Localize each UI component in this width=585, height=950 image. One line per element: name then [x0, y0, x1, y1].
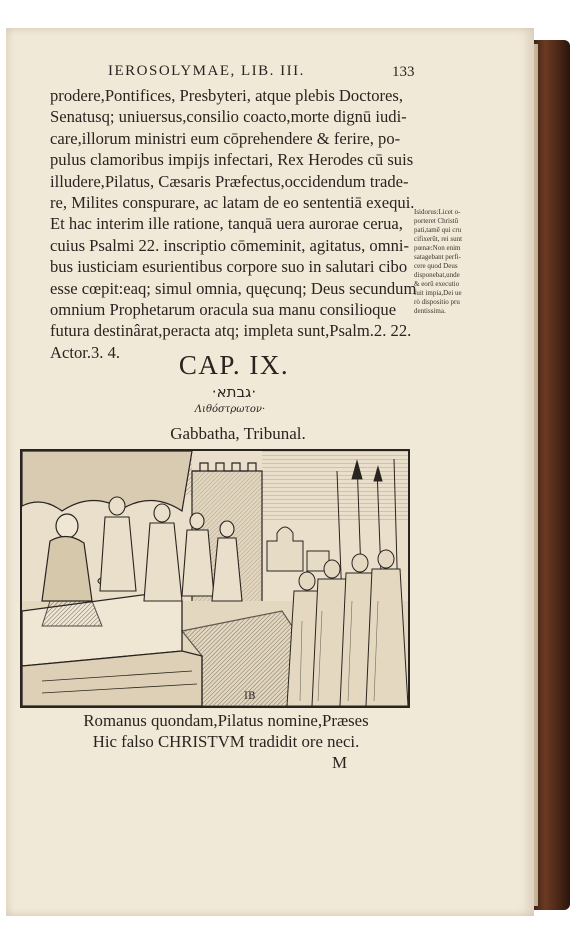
marginal-line: disponebat,unde — [414, 271, 460, 279]
body-line: futura destinârat,peracta atq; impleta sunt,Psalm.2. 22. — [50, 321, 412, 341]
marginal-line: cifixerūt, rei sunt — [414, 235, 463, 243]
body-line: Actor.3. 4. — [50, 342, 121, 362]
body-line: prodere,Pontifices, Presbyteri, atque plebis Doctores, — [50, 86, 403, 105]
body-line: cuius Psalmi 22. inscriptio cōmeminit, agitatus, omni- — [50, 235, 410, 255]
woodcut-illustration — [20, 449, 410, 708]
signature-mark: M — [332, 753, 348, 772]
chapter-subtitle: Gabbatha, Tribunal. — [170, 424, 306, 443]
body-line: bus iusticiam esurientibus corpore suo in salutari cibo — [50, 257, 408, 277]
body-line: esse cœpit:eaq; simul omnia, quęcunq; Deus secundum — [50, 278, 417, 298]
body-line: omnium Prophetarum oracula sua manu consilioque — [50, 300, 397, 320]
body-line: pulus clamoribus impijs infectari, Rex Herodes cū suis — [50, 150, 414, 170]
svg-text:IB: IB — [244, 691, 256, 702]
marginal-line: pati,tamē qui cru — [414, 226, 462, 234]
marginal-line: fuit impia,Dei ue — [414, 289, 462, 297]
marginal-line: cere quod Deus — [414, 262, 458, 270]
woodcut-scene — [22, 451, 408, 706]
body-line: care,illorum ministri eum cōprehendere & ferire, po- — [50, 128, 401, 148]
woodcut-caption — [46, 710, 406, 752]
caption-line: Romanus quondam,Pilatus nomine,Præses — [83, 711, 369, 730]
marginal-line: dentissima. — [414, 307, 446, 315]
marginal-note — [414, 208, 480, 316]
page-number: 133 — [392, 64, 415, 80]
body-line: Senatusq; uniuersus,consilio coacto,morte dignū iudi- — [50, 107, 407, 127]
body-line: Et hac interim ille ratione, tanquā uera aurorae cerua, — [50, 214, 403, 234]
hebrew-term: ·גבתא· — [211, 383, 257, 401]
greek-term: Λιθόστρωτον· — [194, 404, 266, 415]
marginal-line: & eorū executio — [414, 280, 460, 288]
running-head: IEROSOLYMAE, LIB. III. — [108, 63, 305, 79]
marginal-line: rò dispositio pru — [414, 298, 460, 306]
marginal-line: satagebant perfi- — [414, 253, 461, 261]
body-line: re, Milites conspurare, ac latam de eo sententiā exequi. — [50, 193, 415, 213]
caption-line: Hic falso CHRISTVM tradidit ore neci. — [92, 732, 360, 751]
marginal-line: porteret Christū — [414, 217, 459, 225]
body-line: illudere,Pilatus, Cæsaris Præfectus,occidendum trade- — [50, 171, 409, 191]
marginal-line: pœnæ:Non enim — [414, 244, 461, 252]
marginal-line: Isidorus:Licet o- — [414, 208, 461, 216]
chapter-heading: CAP. IX. — [178, 350, 290, 380]
body-text — [50, 85, 430, 363]
